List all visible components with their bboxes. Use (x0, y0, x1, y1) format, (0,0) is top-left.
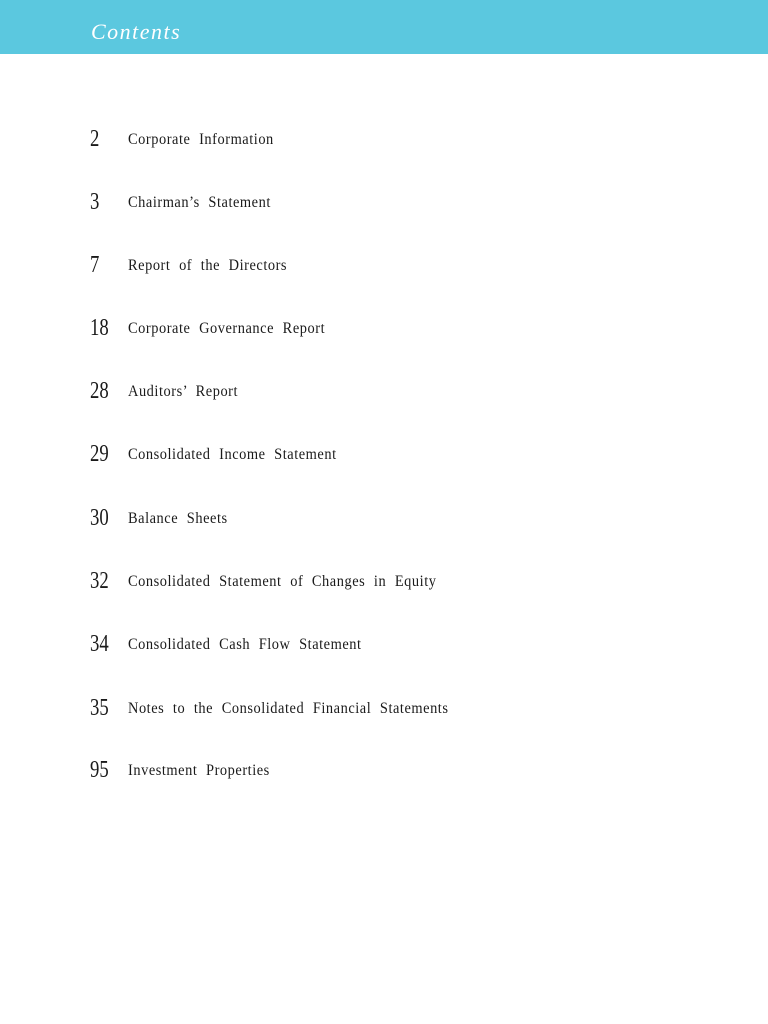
toc-entry-label: Notes to the Consolidated Financial Statements (128, 700, 449, 717)
toc-entry-label: Report of the Directors (128, 257, 288, 274)
toc-entry[interactable] (0, 632, 768, 672)
toc-entry[interactable] (0, 316, 768, 356)
toc-entry[interactable] (0, 127, 768, 167)
toc-entry-label: Consolidated Cash Flow Statement (128, 636, 362, 653)
toc-page-number: 28 (90, 378, 109, 404)
toc-page-number: 3 (90, 189, 100, 215)
toc-entry-label: Consolidated Statement of Changes in Equity (128, 573, 437, 590)
toc-entry[interactable] (0, 506, 768, 546)
toc-entry[interactable] (0, 253, 768, 293)
toc-entry[interactable] (0, 379, 768, 419)
toc-entry[interactable] (0, 758, 768, 798)
toc-entry[interactable] (0, 696, 768, 736)
toc-page-number: 30 (90, 505, 109, 531)
toc-entry-label: Chairman’s Statement (128, 194, 271, 211)
toc-page-number: 32 (90, 568, 109, 594)
toc-page-number: 2 (90, 126, 100, 152)
toc-page-number: 95 (90, 757, 109, 783)
toc-entry[interactable] (0, 569, 768, 609)
toc-entry-label: Consolidated Income Statement (128, 446, 337, 463)
toc-page-number: 7 (90, 252, 100, 278)
toc-page-number: 34 (90, 631, 109, 657)
toc-entry-label: Auditors’ Report (128, 383, 239, 400)
toc-entry-label: Investment Properties (128, 762, 270, 779)
toc-page-number: 18 (90, 315, 109, 341)
toc-entry-label: Corporate Governance Report (128, 320, 326, 337)
toc-entry-label: Corporate Information (128, 131, 274, 148)
toc-entry[interactable] (0, 190, 768, 230)
toc-entry-label: Balance Sheets (128, 510, 228, 527)
toc-entry[interactable] (0, 442, 768, 482)
toc-page-number: 29 (90, 441, 109, 467)
toc-page-number: 35 (90, 695, 109, 721)
page-title: Contents (91, 19, 182, 44)
